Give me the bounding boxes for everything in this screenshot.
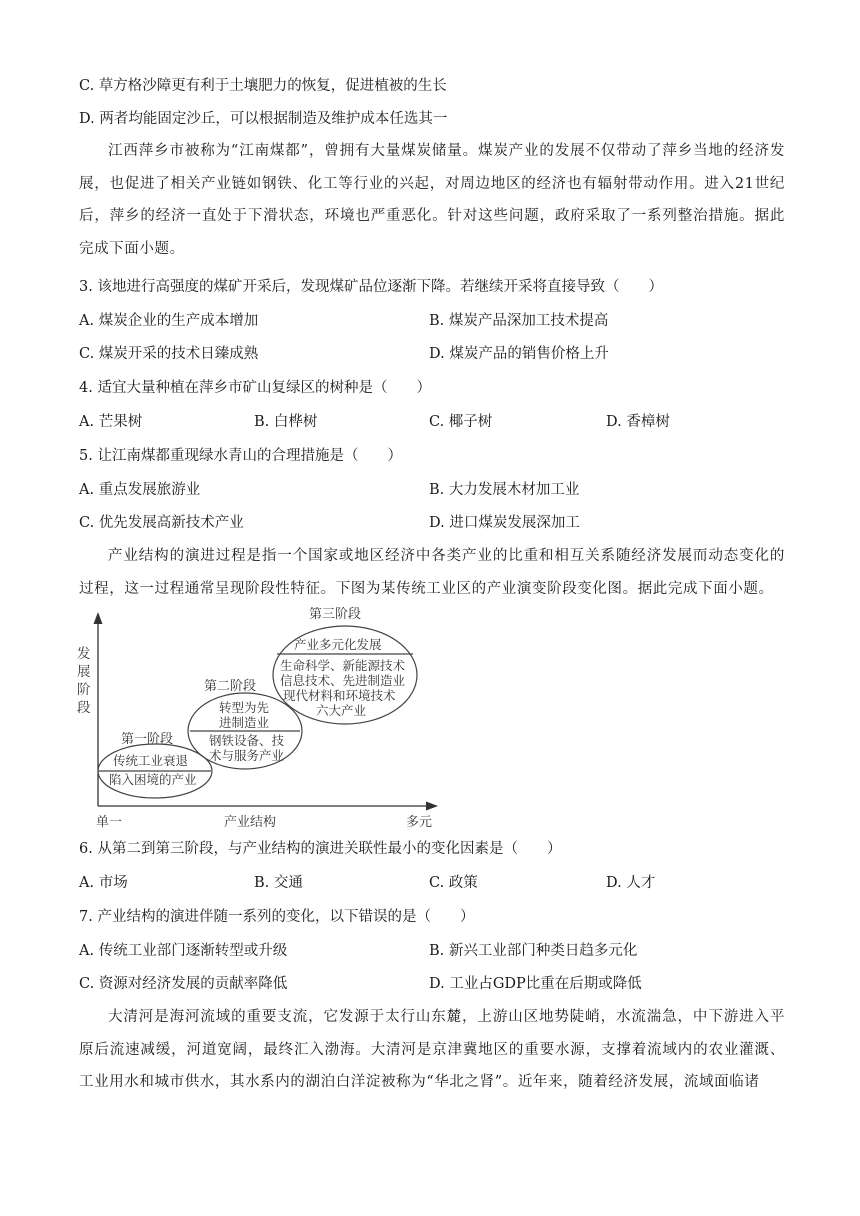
y-axis-label [77, 646, 91, 716]
stage2-top-text-1: 转型为先 [219, 700, 270, 715]
prev-option-d: D. 两者均能固定沙丘，可以根据制造及维护成本任选其一 [79, 111, 448, 127]
q3-stem: 3. 该地进行高强度的煤矿开采后，发现煤矿品位逐渐下降。若继续开采将直接导致（ ） [79, 279, 663, 295]
passage-industry-structure: 产业结构的演进过程是指一个国家或地区经济中各类产业的比重和相互关系随经济发展而动态变化的过程，这一过程通常呈现阶段性特征。下图为某传统工业区的产业演变阶段变化图。据此完成下面小题。 [79, 548, 785, 597]
x-axis-arrow [426, 802, 438, 811]
stage3-bottom-text-4: 六大产业 [316, 703, 367, 718]
x-axis-label: 产业结构 [224, 815, 277, 830]
y-axis-label-char: 展 [77, 664, 91, 680]
y-axis-label-char: 阶 [77, 682, 91, 698]
x-axis-start-label: 单一 [96, 815, 123, 830]
q5-stem: 5. 让江南煤都重现绿水青山的合理措施是（ ） [79, 448, 402, 464]
q4-stem: 4. 适宜大量种植在萍乡市矿山复绿区的树种是（ ） [79, 380, 431, 396]
stage3-bottom-text-2: 信息技术、先进制造业 [280, 673, 406, 688]
q7-option-c: C. 资源对经济发展的贡献率降低 [79, 976, 288, 992]
prev-option-c: C. 草方格沙障更有利于土壤肥力的恢复，促进植被的生长 [79, 78, 447, 94]
q4-option-d: D. 香樟树 [606, 414, 670, 430]
passage-pingxiang: 江西萍乡市被称为“江南煤都”，曾拥有大量煤炭储量。煤炭产业的发展不仅带动了萍乡当地的经济发展，也促进了相关产业链如钢铁、化工等行业的兴起，对周边地区的经济也有辐射带动作用。进入21世纪后，萍乡的经济一直处于下滑状态，环境也严重恶化。针对这些问题，政府采取了一系列整治措施。据此完成下面小题。 [79, 143, 785, 257]
q6-stem: 6. 从第二到第三阶段，与产业结构的演进关联性最小的变化因素是（ ） [79, 841, 562, 857]
stage2-top-text-2: 进制造业 [219, 715, 270, 730]
y-axis-arrow [94, 612, 103, 624]
stage3-bottom-text-1: 生命科学、新能源技术 [280, 658, 406, 673]
q5-option-b: B. 大力发展木材加工业 [429, 482, 580, 498]
q7-option-d: D. 工业占GDP比重在后期或降低 [429, 976, 642, 992]
stage2-title: 第二阶段 [204, 679, 257, 694]
y-axis-label-char: 发 [77, 646, 91, 662]
industry-evolution-diagram [72, 600, 452, 832]
q4-option-c: C. 椰子树 [429, 414, 493, 430]
y-axis-label-1 [77, 646, 91, 716]
q7-option-b: B. 新兴工业部门种类日趋多元化 [429, 943, 638, 959]
q6-option-c: C. 政策 [429, 875, 478, 891]
stage3-bottom-text-3: 现代材料和环境技术 [283, 688, 396, 703]
passage-daqing-river: 大清河是海河流域的重要支流，它发源于太行山东麓，上游山区地势陡峭，水流湍急，中下游进入平原后流速减缓，河道宽阔，最终汇入渤海。大清河是京津冀地区的重要水源，支撑着流域内的农业灌溉、工业用水和城市供水，其水系内的湖泊白洋淀被称为“华北之肾”。近年来，随着经济发展，流域面临诸 [79, 1009, 785, 1090]
stage1-bottom-text: 陷入困境的产业 [109, 772, 197, 787]
q6-option-d: D. 人才 [606, 875, 656, 891]
q4-option-a: A. 芒果树 [79, 414, 143, 430]
q3-option-a: A. 煤炭企业的生产成本增加 [79, 313, 259, 329]
q6-option-a: A. 市场 [79, 875, 128, 891]
q3-option-b: B. 煤炭产品深加工技术提高 [429, 313, 609, 329]
q7-stem: 7. 产业结构的演进伴随一系列的变化，以下错误的是（ ） [79, 909, 475, 925]
q3-option-d: D. 煤炭产品的销售价格上升 [429, 346, 609, 362]
q6-option-b: B. 交通 [254, 875, 303, 891]
y-axis-label-char: 段 [77, 700, 91, 716]
q4-option-b: B. 白桦树 [254, 414, 318, 430]
x-axis-end-label: 多元 [406, 815, 433, 830]
q7-option-a: A. 传统工业部门逐渐转型或升级 [79, 943, 288, 959]
q3-option-c: C. 煤炭开采的技术日臻成熟 [79, 346, 259, 362]
stage2-bottom-text-2: 术与服务产业 [209, 748, 285, 763]
q5-option-c: C. 优先发展高新技术产业 [79, 515, 244, 531]
stage3-title: 第三阶段 [309, 607, 362, 622]
q5-option-a: A. 重点发展旅游业 [79, 482, 201, 498]
stage1-top-text: 传统工业衰退 [113, 753, 189, 768]
stage3-top-text: 产业多元化发展 [294, 637, 382, 652]
stage2-bottom-text-1: 钢铁设备、技 [209, 733, 285, 748]
q5-option-d: D. 进口煤炭发展深加工 [429, 515, 580, 531]
stage1-title: 第一阶段 [121, 732, 174, 747]
